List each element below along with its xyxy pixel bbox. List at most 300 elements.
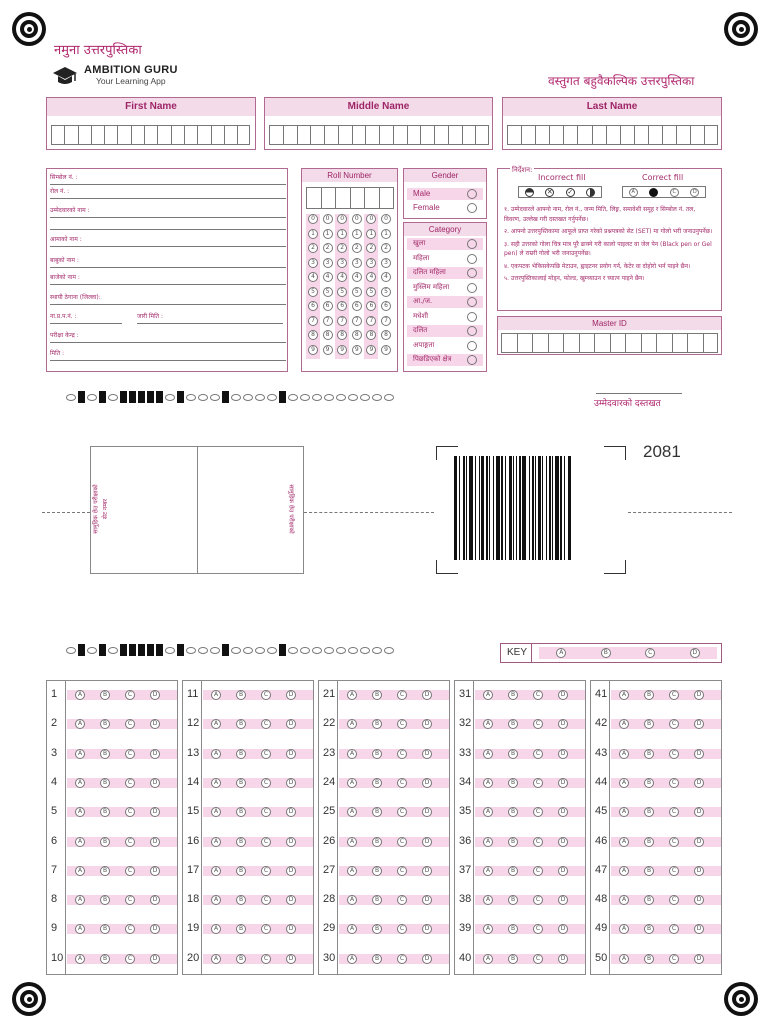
answer-bubble[interactable]: A — [211, 954, 221, 964]
answer-bubble[interactable]: A — [75, 807, 85, 817]
answer-bubble[interactable]: C — [125, 895, 135, 905]
roll-digit-bubble[interactable]: 5 — [337, 287, 347, 297]
answer-bubble[interactable]: B — [100, 778, 110, 788]
answer-bubble[interactable]: A — [483, 807, 493, 817]
category-bubble[interactable] — [467, 268, 477, 278]
answer-bubble[interactable]: D — [286, 837, 296, 847]
answer-bubble[interactable]: B — [372, 719, 382, 729]
answer-bubble[interactable]: A — [211, 895, 221, 905]
info-field-line[interactable] — [50, 267, 286, 268]
answer-bubble[interactable]: A — [211, 924, 221, 934]
answer-bubble[interactable]: B — [644, 866, 654, 876]
answer-bubble[interactable]: B — [372, 807, 382, 817]
answer-bubble[interactable]: A — [619, 924, 629, 934]
roll-digit-bubble[interactable]: 8 — [381, 330, 391, 340]
answer-bubble[interactable]: D — [422, 837, 432, 847]
answer-bubble[interactable]: B — [508, 866, 518, 876]
answer-bubble[interactable]: D — [286, 690, 296, 700]
roll-digit-bubble[interactable]: 2 — [337, 243, 347, 253]
answer-bubble[interactable]: A — [75, 749, 85, 759]
answer-bubble[interactable]: D — [150, 690, 160, 700]
answer-bubble[interactable]: A — [211, 837, 221, 847]
answer-bubble[interactable]: C — [533, 690, 543, 700]
answer-bubble[interactable]: B — [372, 837, 382, 847]
roll-digit-bubble[interactable]: 3 — [381, 258, 391, 268]
answer-bubble[interactable]: D — [558, 690, 568, 700]
answer-bubble[interactable]: D — [286, 866, 296, 876]
cut-line-right — [628, 512, 732, 513]
answer-bubble[interactable]: C — [669, 895, 679, 905]
roll-digit-bubble[interactable]: 5 — [352, 287, 362, 297]
answer-bubble[interactable]: C — [533, 866, 543, 876]
roll-digit-bubble[interactable]: 5 — [308, 287, 318, 297]
info-field-line[interactable] — [50, 217, 286, 218]
answer-bubble[interactable]: C — [669, 719, 679, 729]
answer-bubble[interactable]: C — [261, 954, 271, 964]
answer-bubble[interactable]: D — [422, 690, 432, 700]
roll-digit-bubble[interactable]: 4 — [381, 272, 391, 282]
answer-bubble[interactable]: D — [694, 807, 704, 817]
roll-digit-bubble[interactable]: 6 — [308, 301, 318, 311]
roll-digit-bubble[interactable]: 3 — [337, 258, 347, 268]
answer-bubble[interactable]: A — [347, 837, 357, 847]
answer-bubble[interactable]: B — [100, 895, 110, 905]
roll-digit-bubble[interactable]: 0 — [337, 214, 347, 224]
answer-bubble[interactable]: A — [347, 924, 357, 934]
key-bubble[interactable]: A — [556, 648, 566, 658]
answer-bubble[interactable]: D — [694, 690, 704, 700]
answer-bubble[interactable]: A — [211, 749, 221, 759]
roll-digit-bubble[interactable]: 6 — [381, 301, 391, 311]
category-bubble[interactable] — [467, 312, 477, 322]
answer-bubble[interactable]: A — [347, 749, 357, 759]
answer-bubble[interactable]: D — [422, 895, 432, 905]
answer-bubble[interactable]: D — [286, 895, 296, 905]
answer-bubble[interactable]: C — [125, 954, 135, 964]
answer-bubble[interactable]: D — [422, 807, 432, 817]
answer-bubble[interactable]: B — [100, 749, 110, 759]
answer-bubble[interactable]: D — [286, 807, 296, 817]
answer-bubble[interactable]: B — [100, 924, 110, 934]
roll-digit-bubble[interactable]: 0 — [308, 214, 318, 224]
roll-digit-bubble[interactable]: 7 — [323, 316, 333, 326]
answer-bubble[interactable]: D — [694, 954, 704, 964]
answer-bubble[interactable]: B — [508, 690, 518, 700]
roll-digit-bubble[interactable]: 7 — [352, 316, 362, 326]
category-bubble[interactable] — [467, 326, 477, 336]
answer-bubble[interactable]: A — [75, 778, 85, 788]
answer-bubble[interactable]: D — [694, 866, 704, 876]
answer-bubble[interactable]: A — [483, 719, 493, 729]
roll-digit-bubble[interactable]: 1 — [323, 229, 333, 239]
question-row — [455, 744, 585, 774]
answer-bubble[interactable]: C — [125, 749, 135, 759]
roll-digit-bubble[interactable]: 9 — [366, 345, 376, 355]
answer-bubble[interactable]: A — [619, 690, 629, 700]
key-bubble[interactable]: D — [690, 648, 700, 658]
answer-bubble[interactable]: B — [236, 749, 246, 759]
answer-bubble[interactable]: A — [619, 837, 629, 847]
answer-bubble[interactable]: A — [75, 690, 85, 700]
answer-bubble[interactable]: D — [694, 719, 704, 729]
roll-digit-bubble[interactable]: 4 — [323, 272, 333, 282]
answer-bubble[interactable]: A — [619, 866, 629, 876]
answer-bubble[interactable]: D — [422, 719, 432, 729]
answer-bubble[interactable]: B — [508, 778, 518, 788]
answer-bubble[interactable]: C — [533, 778, 543, 788]
roll-digit-bubble[interactable]: 0 — [381, 214, 391, 224]
answer-bubble[interactable]: A — [619, 954, 629, 964]
answer-bubble[interactable]: B — [644, 719, 654, 729]
answer-bubble[interactable]: C — [669, 837, 679, 847]
answer-bubble[interactable]: B — [644, 895, 654, 905]
answer-bubble[interactable]: B — [508, 895, 518, 905]
roll-digit-bubble[interactable]: 2 — [352, 243, 362, 253]
answer-bubble[interactable]: A — [211, 719, 221, 729]
info-field-line[interactable] — [50, 198, 286, 199]
roll-digit-bubble[interactable]: 3 — [308, 258, 318, 268]
answer-bubble[interactable]: A — [483, 690, 493, 700]
timing-mark — [129, 644, 136, 656]
answer-bubble[interactable]: C — [397, 807, 407, 817]
answer-bubble[interactable]: D — [286, 749, 296, 759]
answer-bubble[interactable]: D — [422, 749, 432, 759]
answer-bubble[interactable]: D — [150, 719, 160, 729]
answer-bubble[interactable]: D — [558, 895, 568, 905]
answer-bubble[interactable]: C — [533, 924, 543, 934]
answer-bubble[interactable]: B — [236, 954, 246, 964]
category-bubble[interactable] — [467, 341, 477, 351]
answer-bubble[interactable]: B — [100, 954, 110, 964]
answer-bubble[interactable]: D — [422, 924, 432, 934]
answer-bubble[interactable]: D — [286, 778, 296, 788]
roll-digit-bubble[interactable]: 9 — [352, 345, 362, 355]
roll-digit-bubble[interactable]: 6 — [352, 301, 362, 311]
answer-bubble[interactable]: C — [261, 719, 271, 729]
answer-bubble[interactable]: C — [397, 749, 407, 759]
roll-digit-bubble[interactable]: 0 — [366, 214, 376, 224]
partial-fill-icon — [586, 188, 595, 197]
roll-digit-bubble[interactable]: 1 — [337, 229, 347, 239]
answer-bubble[interactable]: D — [558, 778, 568, 788]
answer-bubble[interactable]: A — [483, 895, 493, 905]
answer-bubble[interactable]: D — [694, 778, 704, 788]
answer-bubble[interactable]: B — [100, 837, 110, 847]
answer-bubble[interactable]: D — [558, 954, 568, 964]
answer-bubble[interactable]: C — [261, 749, 271, 759]
roll-digit-bubble[interactable]: 1 — [352, 229, 362, 239]
answer-bubble[interactable]: B — [236, 690, 246, 700]
answer-bubble[interactable]: C — [533, 719, 543, 729]
roll-digit-bubble[interactable]: 3 — [352, 258, 362, 268]
answer-bubble[interactable]: D — [558, 837, 568, 847]
roll-digit-bubble[interactable]: 6 — [366, 301, 376, 311]
gender-bubble[interactable] — [467, 189, 477, 199]
answer-bubble[interactable]: A — [75, 719, 85, 729]
answer-bubble[interactable]: A — [211, 690, 221, 700]
answer-bubble[interactable]: C — [397, 719, 407, 729]
answer-bubble[interactable]: D — [558, 866, 568, 876]
answer-bubble[interactable]: D — [558, 924, 568, 934]
answer-bubble[interactable]: B — [508, 749, 518, 759]
answer-bubble[interactable]: A — [619, 895, 629, 905]
answer-bubble[interactable]: A — [619, 807, 629, 817]
roll-digit-bubble[interactable]: 0 — [323, 214, 333, 224]
roll-digit-bubble[interactable]: 5 — [366, 287, 376, 297]
roll-digit-bubble[interactable]: 4 — [366, 272, 376, 282]
answer-bubble[interactable]: C — [397, 924, 407, 934]
answer-bubble[interactable]: B — [100, 719, 110, 729]
answer-bubble[interactable]: D — [150, 924, 160, 934]
answer-bubble[interactable]: C — [669, 690, 679, 700]
answer-bubble[interactable]: C — [125, 690, 135, 700]
answer-bubble[interactable]: C — [669, 778, 679, 788]
answer-bubble[interactable]: A — [619, 778, 629, 788]
roll-digit-bubble[interactable]: 3 — [323, 258, 333, 268]
answer-bubble[interactable]: B — [644, 924, 654, 934]
answer-bubble[interactable]: A — [483, 837, 493, 847]
category-bubble[interactable] — [467, 283, 477, 293]
answer-bubble[interactable]: B — [644, 837, 654, 847]
answer-bubble[interactable]: C — [533, 895, 543, 905]
answer-bubble[interactable]: B — [644, 690, 654, 700]
answer-bubble[interactable]: B — [372, 954, 382, 964]
roll-digit-bubble[interactable]: 8 — [352, 330, 362, 340]
answer-bubble[interactable]: A — [75, 954, 85, 964]
info-field-line[interactable] — [50, 342, 286, 343]
answer-bubble[interactable]: C — [261, 866, 271, 876]
roll-digit-bubble[interactable]: 8 — [337, 330, 347, 340]
roll-digit-bubble[interactable]: 9 — [381, 345, 391, 355]
roll-digit-bubble[interactable]: 7 — [337, 316, 347, 326]
question-row — [183, 802, 313, 832]
answer-bubble[interactable]: B — [644, 954, 654, 964]
answer-bubble[interactable]: D — [558, 749, 568, 759]
middle-name-cells[interactable] — [269, 125, 489, 145]
answer-bubble[interactable]: C — [669, 749, 679, 759]
answer-bubble[interactable]: A — [75, 924, 85, 934]
roll-digit-bubble[interactable]: 8 — [366, 330, 376, 340]
roll-digit-bubble[interactable]: 4 — [337, 272, 347, 282]
answer-bubble[interactable]: C — [397, 954, 407, 964]
answer-bubble[interactable]: C — [125, 719, 135, 729]
roll-digit-bubble[interactable]: 2 — [366, 243, 376, 253]
key-bubble[interactable]: B — [601, 648, 611, 658]
answer-bubble[interactable]: C — [125, 866, 135, 876]
answer-bubble[interactable]: B — [236, 837, 246, 847]
answer-bubble[interactable]: D — [150, 866, 160, 876]
answer-bubble[interactable]: A — [347, 954, 357, 964]
roll-digit-bubble[interactable]: 9 — [308, 345, 318, 355]
answer-bubble[interactable]: A — [211, 807, 221, 817]
answer-bubble[interactable]: D — [422, 954, 432, 964]
answer-bubble[interactable]: C — [397, 837, 407, 847]
master-id-cells[interactable] — [501, 333, 719, 353]
answer-bubble[interactable]: C — [669, 807, 679, 817]
timing-bubble — [312, 394, 322, 401]
answer-bubble[interactable]: C — [397, 895, 407, 905]
answer-bubble[interactable]: D — [286, 719, 296, 729]
roll-digit-bubble[interactable]: 0 — [352, 214, 362, 224]
answer-bubble[interactable]: B — [644, 778, 654, 788]
answer-bubble[interactable]: B — [508, 837, 518, 847]
key-bubble[interactable]: C — [645, 648, 655, 658]
answer-bubble[interactable]: A — [483, 749, 493, 759]
answer-bubble[interactable]: D — [694, 924, 704, 934]
answer-bubble[interactable]: A — [75, 895, 85, 905]
answer-bubble[interactable]: B — [372, 690, 382, 700]
roll-digit-bubble[interactable]: 1 — [366, 229, 376, 239]
answer-bubble[interactable]: D — [150, 837, 160, 847]
answer-bubble[interactable]: D — [422, 778, 432, 788]
roll-digit-bubble[interactable]: 6 — [337, 301, 347, 311]
info-field-line[interactable] — [50, 246, 286, 247]
answer-bubble[interactable]: C — [261, 690, 271, 700]
answer-bubble[interactable]: D — [694, 749, 704, 759]
last-name-cells[interactable] — [507, 125, 719, 145]
answer-bubble[interactable]: A — [347, 690, 357, 700]
info-field-line[interactable] — [137, 323, 283, 324]
category-bubble[interactable] — [467, 239, 477, 249]
roll-number-cells[interactable] — [306, 187, 394, 209]
answer-bubble[interactable]: D — [694, 895, 704, 905]
info-field-line[interactable] — [50, 184, 286, 185]
category-bubble[interactable] — [467, 254, 477, 264]
answer-bubble[interactable]: D — [286, 954, 296, 964]
answer-bubble[interactable]: A — [211, 866, 221, 876]
roll-digit-bubble[interactable]: 7 — [366, 316, 376, 326]
roll-digit-bubble[interactable]: 5 — [381, 287, 391, 297]
answer-bubble[interactable]: A — [75, 866, 85, 876]
roll-digit-bubble[interactable]: 9 — [323, 345, 333, 355]
answer-bubble[interactable]: D — [150, 807, 160, 817]
roll-digit-bubble[interactable]: 8 — [308, 330, 318, 340]
answer-bubble[interactable]: C — [261, 837, 271, 847]
answer-bubble[interactable]: D — [150, 954, 160, 964]
roll-digit-bubble[interactable]: 5 — [323, 287, 333, 297]
answer-bubble[interactable]: D — [422, 866, 432, 876]
answer-bubble[interactable]: B — [372, 749, 382, 759]
answer-bubble[interactable]: B — [236, 807, 246, 817]
answer-bubble[interactable]: C — [261, 778, 271, 788]
answer-bubble[interactable]: B — [372, 866, 382, 876]
answer-bubble[interactable]: A — [75, 837, 85, 847]
roll-digit-bubble[interactable]: 2 — [308, 243, 318, 253]
roll-digit-bubble[interactable]: 4 — [308, 272, 318, 282]
answer-bubble[interactable]: C — [533, 954, 543, 964]
answer-bubble[interactable]: B — [236, 924, 246, 934]
answer-bubble[interactable]: D — [150, 895, 160, 905]
answer-bubble[interactable]: B — [100, 807, 110, 817]
answer-bubble[interactable]: A — [619, 749, 629, 759]
answer-bubble[interactable]: C — [533, 837, 543, 847]
answer-bubble[interactable]: C — [261, 807, 271, 817]
roll-digit-bubble[interactable]: 1 — [381, 229, 391, 239]
answer-bubble[interactable]: B — [236, 778, 246, 788]
category-bubble[interactable] — [467, 355, 477, 365]
roll-digit-bubble[interactable]: 6 — [323, 301, 333, 311]
roll-digit-bubble[interactable]: 9 — [337, 345, 347, 355]
answer-bubble[interactable]: C — [261, 924, 271, 934]
answer-bubble[interactable]: B — [236, 866, 246, 876]
answer-bubble[interactable]: A — [211, 778, 221, 788]
info-field-line[interactable] — [50, 360, 286, 361]
answer-bubble[interactable]: B — [644, 749, 654, 759]
answer-bubble[interactable]: C — [669, 866, 679, 876]
answer-bubble[interactable]: B — [100, 866, 110, 876]
answer-bubble[interactable]: A — [347, 895, 357, 905]
answer-bubble[interactable]: D — [694, 837, 704, 847]
answer-bubble[interactable]: C — [397, 778, 407, 788]
roll-digit-bubble[interactable]: 4 — [352, 272, 362, 282]
answer-bubble[interactable]: B — [508, 924, 518, 934]
roll-digit-bubble[interactable]: 3 — [366, 258, 376, 268]
answer-bubble[interactable]: A — [483, 866, 493, 876]
answer-bubble[interactable]: C — [125, 924, 135, 934]
answer-bubble[interactable]: D — [150, 778, 160, 788]
answer-bubble[interactable]: C — [397, 690, 407, 700]
info-field-line[interactable] — [50, 284, 286, 285]
answer-bubble[interactable]: D — [286, 924, 296, 934]
roll-digit-bubble[interactable]: 2 — [323, 243, 333, 253]
roll-digit-bubble[interactable]: 8 — [323, 330, 333, 340]
answer-bubble[interactable]: C — [533, 749, 543, 759]
answer-bubble[interactable]: A — [347, 866, 357, 876]
category-bubble[interactable] — [467, 297, 477, 307]
answer-bubble[interactable]: C — [125, 837, 135, 847]
answer-bubble[interactable]: B — [372, 924, 382, 934]
answer-bubble[interactable]: B — [644, 807, 654, 817]
first-name-cells[interactable] — [51, 125, 251, 145]
answer-bubble[interactable]: D — [558, 719, 568, 729]
roll-digit-bubble[interactable]: 7 — [308, 316, 318, 326]
answer-bubble[interactable]: D — [150, 749, 160, 759]
answer-bubble[interactable]: A — [483, 778, 493, 788]
roll-digit-bubble[interactable]: 2 — [381, 243, 391, 253]
answer-bubble[interactable]: B — [236, 895, 246, 905]
answer-bubble[interactable]: B — [372, 778, 382, 788]
roll-digit-bubble[interactable]: 1 — [308, 229, 318, 239]
answer-bubble[interactable]: C — [669, 954, 679, 964]
answer-bubble[interactable]: B — [508, 807, 518, 817]
question-row — [455, 714, 585, 744]
answer-bubble[interactable]: D — [558, 807, 568, 817]
answer-bubble[interactable]: A — [347, 778, 357, 788]
answer-bubble[interactable]: C — [533, 807, 543, 817]
answer-bubble[interactable]: C — [397, 866, 407, 876]
answer-bubble[interactable]: C — [125, 807, 135, 817]
answer-bubble[interactable]: B — [508, 719, 518, 729]
answer-bubble[interactable]: B — [100, 690, 110, 700]
answer-bubble[interactable]: C — [261, 895, 271, 905]
answer-bubble[interactable]: C — [669, 924, 679, 934]
info-field-line[interactable] — [50, 304, 286, 305]
answer-bubble[interactable]: A — [347, 719, 357, 729]
answer-bubble[interactable]: B — [372, 895, 382, 905]
info-field-line[interactable] — [50, 229, 286, 230]
answer-bubble[interactable]: B — [508, 954, 518, 964]
answer-bubble[interactable]: A — [619, 719, 629, 729]
question-row — [183, 949, 313, 979]
info-field-line[interactable] — [50, 323, 122, 324]
roll-digit-bubble[interactable]: 7 — [381, 316, 391, 326]
answer-bubble[interactable]: C — [125, 778, 135, 788]
answer-bubble[interactable]: A — [483, 954, 493, 964]
answer-bubble[interactable]: B — [236, 719, 246, 729]
gender-bubble[interactable] — [467, 203, 477, 213]
answer-bubble[interactable]: A — [347, 807, 357, 817]
answer-bubble[interactable]: A — [483, 924, 493, 934]
